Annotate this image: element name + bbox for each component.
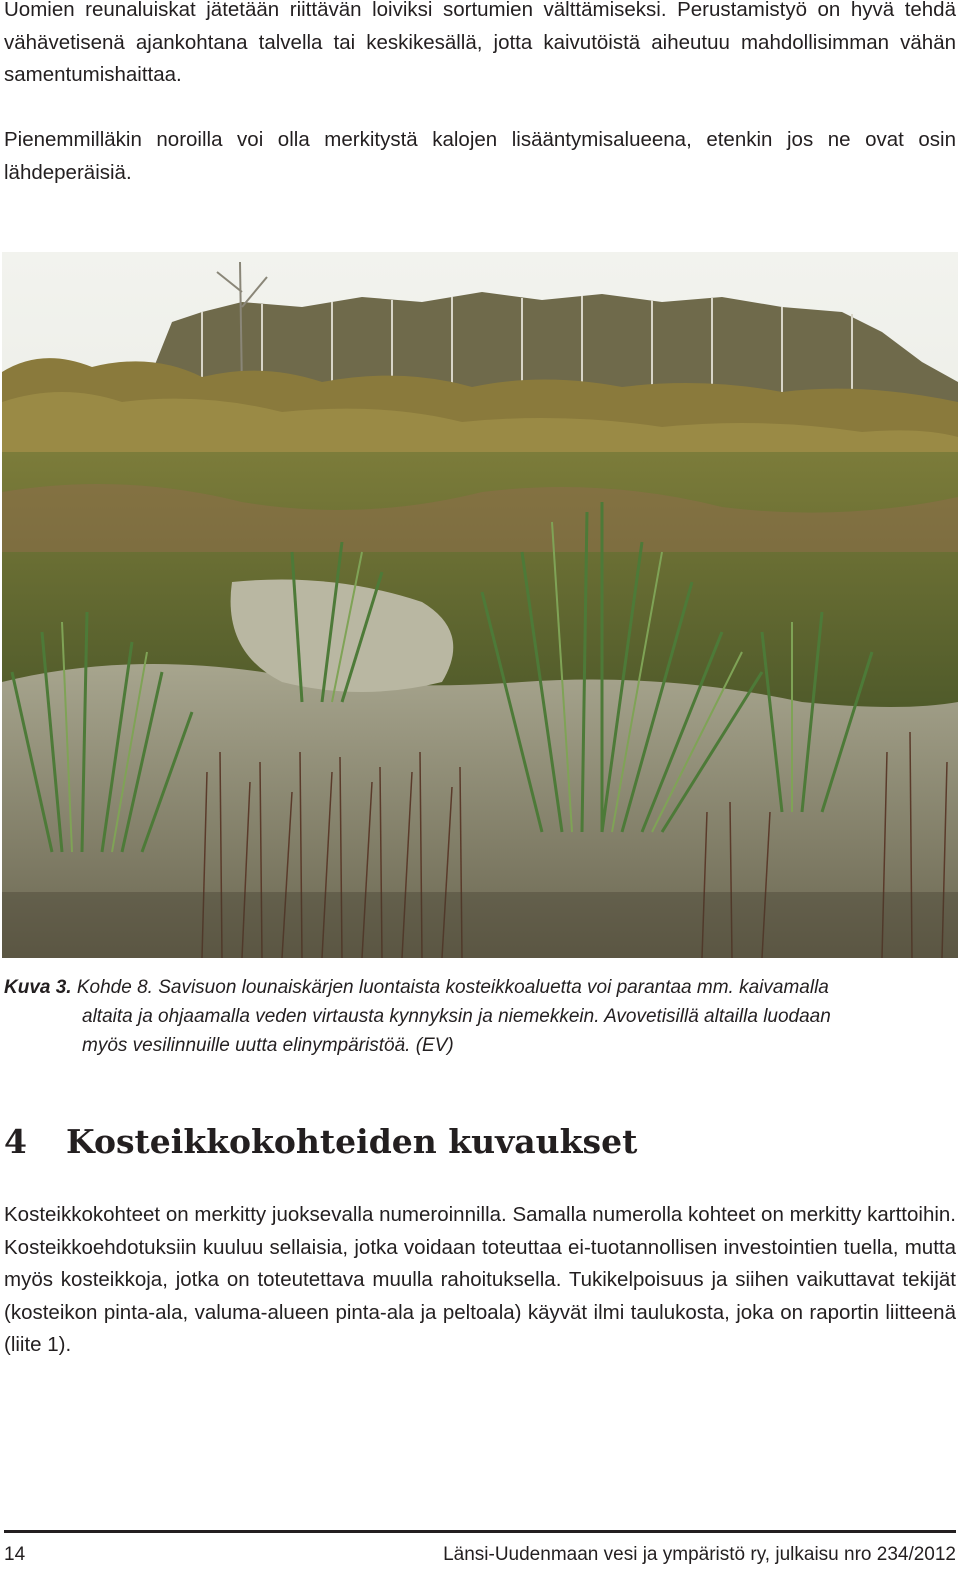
figure-caption (4, 973, 956, 1060)
publication-info: Länsi-Uudenmaan vesi ja ympäristö ry, julkaisu nro 234/2012 (443, 1544, 956, 1565)
section-number: 4 (4, 1122, 27, 1161)
section-heading (4, 1118, 637, 1166)
footer-rule (4, 1530, 956, 1533)
intro-paragraph: Uomien reunaluiskat jätetään riittävän loiviksi sortumien välttämiseksi. Perustamistyö on hyvä tehdä vähävetisenä ajankohtana talvella tai keskikesällä, jotta kaivutöistä aiheutuu mahdollisimman vähän samentumishaittaa. (4, 0, 956, 86)
page-number: 14 (4, 1544, 26, 1565)
caption-line-1: Kohde 8. Savisuon lounaiskärjen luontaista kosteikkoaluetta voi parantaa mm. kaivamalla (76, 977, 829, 998)
section-title: Kosteikkokohteiden kuvaukset (66, 1122, 638, 1161)
section-body-paragraph: Kosteikkokohteet on merkitty juoksevalla numeroinnilla. Samalla numerolla kohteet on merkitty karttoihin. Kosteikkoehdotuksiin kuuluu sellaisia, jotka voidaan toteuttaa ei-tuotannollisen investointien tuella, mutta myös kosteikkoja, jotka on toteutettava muulla rahoituksella. Tukikelpoisuus ja siihen vaikuttavat tekijät (kosteikon pinta-ala, valuma-alueen pinta-ala ja peltoala) käyvät ilmi taulukosta, joka on raportin liitteenä (liite 1). (4, 1203, 956, 1356)
figure-label: Kuva 3. (4, 977, 72, 998)
wetland-photo (2, 252, 958, 958)
caption-line-3: myös vesilinnuille uutta elinympäristöä. (EV) (82, 1035, 454, 1056)
caption-line-2: altaita ja ohjaamalla veden virtausta kynnyksin ja niemekkein. Avovetisillä altailla luodaan (82, 1006, 831, 1027)
streams-paragraph: Pienemmilläkin noroilla voi olla merkitystä kalojen lisääntymisalueena, etenkin jos ne ovat osin lähdeperäisiä. (4, 128, 956, 184)
